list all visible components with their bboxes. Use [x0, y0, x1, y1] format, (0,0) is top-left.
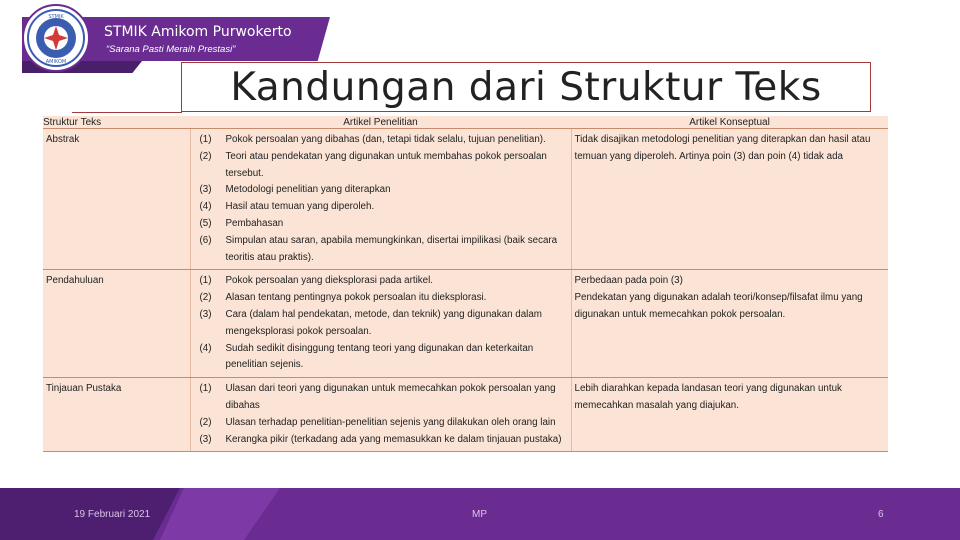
list-item	[194, 415, 569, 432]
list-item-text: Simpulan atau saran, apabila memungkinkan, disertai impilikasi (baik secara teoritis atau praktis).	[225, 234, 558, 263]
page-title: Kandungan dari Struktur Teks	[230, 64, 822, 110]
conceptual-article-cell: Tidak disajikan metodologi penelitian yang diterapkan dan hasil atau temuan yang diperoleh. Artinya poin (3) dan poin (4) tidak ada	[571, 129, 888, 270]
list-item	[194, 381, 569, 415]
list-item-text: Teori atau pendekatan yang digunakan untuk membahas pokok persoalan tersebut.	[225, 150, 547, 179]
list-item-number: (2)	[199, 150, 212, 162]
institution-motto: “Sarana Pasti Meraih Prestasi”	[106, 44, 236, 55]
list-item-number: (3)	[199, 184, 212, 196]
list-item-number: (1)	[199, 383, 212, 395]
structure-table	[43, 116, 888, 452]
amikom-logo-icon	[26, 8, 86, 68]
list-item-text: Cara (dalam hal pendekatan, metode, dan teknik) yang digunakan dalam mengeksplorasi pokok persoalan.	[225, 308, 542, 337]
list-item	[194, 290, 569, 307]
list-item	[194, 149, 569, 183]
list-item-number: (2)	[199, 416, 212, 428]
list-item-number: (1)	[199, 275, 212, 287]
footer-date: 19 Februari 2021	[74, 509, 151, 520]
list-item	[194, 132, 569, 149]
list-item	[194, 216, 569, 233]
list-item-text: Metodologi penelitian yang diterapkan	[225, 184, 391, 196]
logo-top-text: STMIK	[48, 14, 64, 20]
list-item-text: Kerangka pikir (terkadang ada yang memasukkan ke dalam tinjauan pustaka)	[225, 433, 562, 445]
list-item-text: Ulasan terhadap penelitian-penelitian sejenis yang dilakukan oleh orang lain	[225, 416, 556, 428]
list-item	[194, 307, 569, 341]
table-row	[43, 378, 888, 452]
numbered-list	[194, 273, 569, 374]
header-struktur: Struktur Teks	[43, 116, 190, 129]
list-item-number: (5)	[199, 217, 212, 229]
title-box	[181, 62, 871, 112]
structure-table-wrapper	[43, 116, 888, 452]
conceptual-article-cell: Perbedaan pada poin (3) Pendekatan yang digunakan adalah teori/konsep/filsafat ilmu yang digunakan untuk memecahkan pokok persoalan.	[571, 270, 888, 378]
table-row	[43, 129, 888, 270]
list-item	[194, 432, 569, 449]
numbered-list	[194, 132, 569, 266]
list-item-number: (2)	[199, 292, 212, 304]
table-body	[43, 129, 888, 452]
numbered-list	[194, 381, 569, 448]
list-item	[194, 233, 569, 267]
research-article-cell	[190, 270, 571, 378]
research-article-cell	[190, 129, 571, 270]
logo-bottom-text: AMIKOM	[45, 59, 67, 65]
list-item-text: Pokok persoalan yang dibahas (dan, tetapi tidak selalu, tujuan penelitian).	[225, 134, 546, 145]
list-item	[194, 273, 569, 290]
table-row	[43, 270, 888, 378]
list-item-number: (1)	[199, 134, 212, 145]
section-name: Tinjauan Pustaka	[43, 378, 190, 452]
list-item-number: (6)	[199, 234, 212, 246]
conceptual-article-cell: Lebih diarahkan kepada landasan teori yang digunakan untuk memecahkan masalah yang diajukan.	[571, 378, 888, 452]
list-item	[194, 199, 569, 216]
institution-name: STMIK Amikom Purwokerto	[104, 24, 292, 40]
page-number: 6	[878, 509, 884, 520]
list-item-text: Ulasan dari teori yang digunakan untuk memecahkan pokok persoalan yang dibahas	[225, 383, 556, 411]
amikom-logo	[22, 4, 90, 72]
list-item-number: (3)	[199, 308, 212, 320]
section-name: Abstrak	[43, 129, 190, 270]
header-konseptual: Artikel Konseptual	[571, 116, 888, 129]
list-item	[194, 182, 569, 199]
list-item-text: Hasil atau temuan yang diperoleh.	[225, 201, 375, 213]
list-item-text: Sudah sedikit disinggung tentang teori yang digunakan dan keterkaitan penelitian sejenis.	[225, 342, 534, 371]
list-item-text: Alasan tentang pentingnya pokok persoalan itu dieksplorasi.	[225, 292, 487, 304]
list-item-text: Pembahasan	[225, 217, 284, 229]
list-item	[194, 341, 569, 375]
table-header-row	[43, 116, 888, 129]
section-name: Pendahuluan	[43, 270, 190, 378]
list-item-number: (4)	[199, 342, 212, 354]
list-item-number: (3)	[199, 433, 212, 445]
list-item-text: Pokok persoalan yang dieksplorasi pada artikel.	[225, 275, 433, 287]
footer-author: MP	[472, 509, 487, 520]
research-article-cell	[190, 378, 571, 452]
header-penelitian: Artikel Penelitian	[190, 116, 571, 129]
list-item-number: (4)	[199, 201, 212, 213]
title-divider	[72, 112, 182, 113]
